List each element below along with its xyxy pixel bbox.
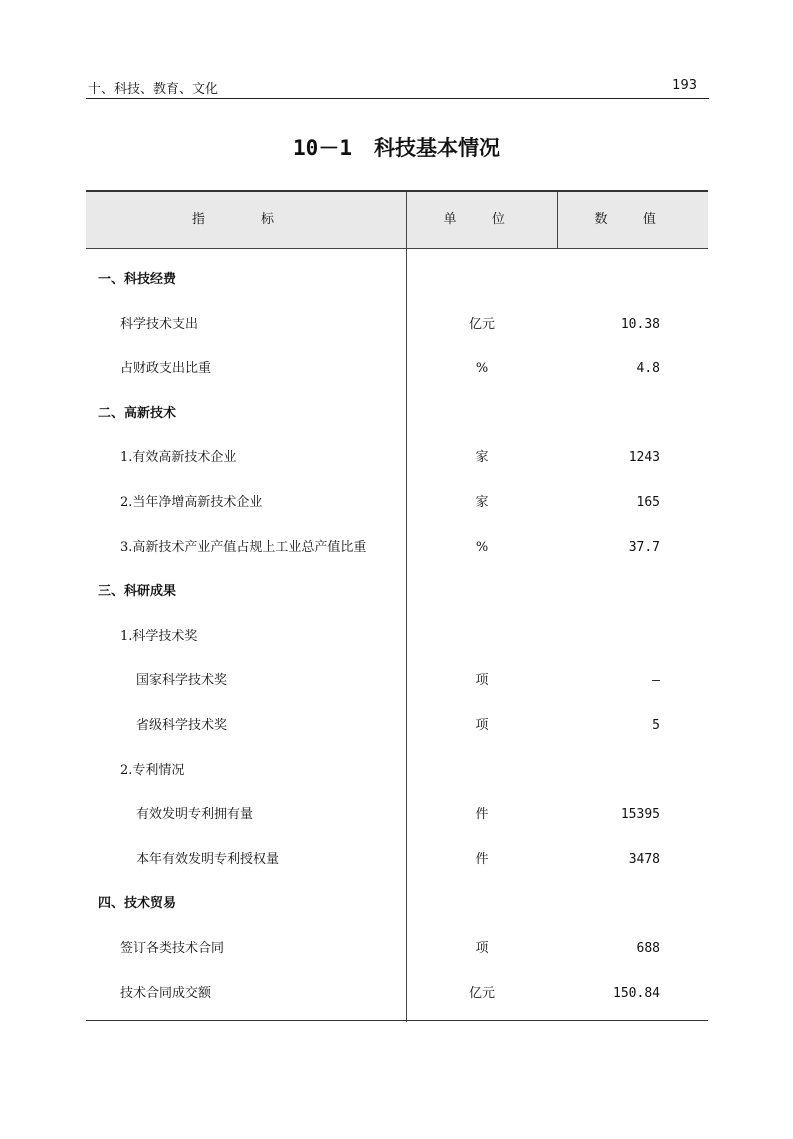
table-row bbox=[86, 979, 708, 1009]
table-row bbox=[86, 310, 708, 340]
table-row bbox=[86, 711, 708, 741]
indicator-label: 1.科学技术奖 bbox=[120, 628, 198, 644]
value-cell: 4.8 bbox=[636, 361, 660, 377]
indicator-label: 3.高新技术产业产值占规上工业总产值比重 bbox=[120, 539, 367, 555]
indicator-label: 本年有效发明专利授权量 bbox=[136, 851, 280, 867]
indicator-label: 科学技术支出 bbox=[120, 316, 199, 332]
table-row bbox=[86, 845, 708, 875]
table-row bbox=[86, 756, 708, 786]
indicator-label: 签订各类技术合同 bbox=[120, 941, 225, 956]
value-cell: 15395 bbox=[620, 807, 660, 823]
table-row bbox=[86, 354, 708, 384]
running-header bbox=[86, 76, 709, 99]
category-label: 一、科技经费 bbox=[98, 272, 177, 287]
table-row bbox=[86, 577, 708, 607]
table-row bbox=[86, 443, 708, 473]
table-number: 10－1 bbox=[293, 136, 352, 160]
column-header-value: 数 值 bbox=[594, 212, 672, 227]
value-cell: 10.38 bbox=[620, 316, 660, 332]
value-cell: 150.84 bbox=[613, 985, 660, 1001]
category-label: 三、科研成果 bbox=[98, 584, 177, 600]
value-cell: — bbox=[652, 673, 660, 689]
unit-cell: 件 bbox=[475, 807, 489, 823]
indicator-label: 有效发明专利拥有量 bbox=[136, 807, 254, 823]
section-title: 十、科技、教育、文化 bbox=[88, 82, 219, 97]
value-cell: 165 bbox=[636, 495, 660, 510]
category-label: 四、技术贸易 bbox=[98, 896, 177, 912]
unit-cell: 项 bbox=[475, 673, 489, 689]
table-row bbox=[86, 399, 708, 429]
indicator-label: 2.当年净增高新技术企业 bbox=[120, 495, 263, 510]
table-header bbox=[86, 192, 708, 249]
table-row bbox=[86, 533, 708, 563]
table-row bbox=[86, 666, 708, 696]
unit-cell: % bbox=[475, 539, 489, 555]
value-cell: 5 bbox=[652, 718, 660, 733]
value-cell: 1243 bbox=[628, 450, 660, 466]
value-cell: 688 bbox=[636, 941, 660, 956]
table-title: 科技基本情况 bbox=[373, 135, 500, 160]
table-row bbox=[86, 889, 708, 919]
unit-cell: 项 bbox=[475, 941, 489, 956]
column-header-indicator: 指 标 bbox=[191, 212, 301, 227]
value-cell: 37.7 bbox=[628, 539, 660, 555]
table-row bbox=[86, 800, 708, 830]
unit-cell: 项 bbox=[475, 718, 489, 733]
indicator-label: 2.专利情况 bbox=[120, 762, 185, 778]
unit-cell: 亿元 bbox=[468, 316, 495, 332]
unit-cell: 件 bbox=[475, 851, 489, 867]
column-header-unit: 单 位 bbox=[443, 212, 521, 227]
indicator-label: 占财政支出比重 bbox=[120, 361, 212, 377]
header-column-divider bbox=[557, 192, 558, 249]
unit-cell: 家 bbox=[475, 495, 489, 510]
stats-table bbox=[86, 190, 708, 1021]
unit-cell: % bbox=[475, 361, 489, 377]
indicator-label: 技术合同成交额 bbox=[120, 985, 212, 1001]
table-row bbox=[86, 265, 708, 295]
category-label: 二、高新技术 bbox=[98, 405, 177, 421]
indicator-label: 1.有效高新技术企业 bbox=[120, 450, 237, 466]
table-row bbox=[86, 488, 708, 518]
table-row bbox=[86, 934, 708, 964]
page-number: 193 bbox=[672, 78, 697, 93]
indicator-label: 省级科学技术奖 bbox=[136, 718, 228, 733]
value-cell: 3478 bbox=[628, 851, 660, 867]
unit-cell: 亿元 bbox=[468, 985, 495, 1001]
indicator-label: 国家科学技术奖 bbox=[136, 673, 228, 689]
unit-cell: 家 bbox=[475, 450, 489, 466]
page-title bbox=[0, 132, 793, 162]
table-row bbox=[86, 622, 708, 652]
